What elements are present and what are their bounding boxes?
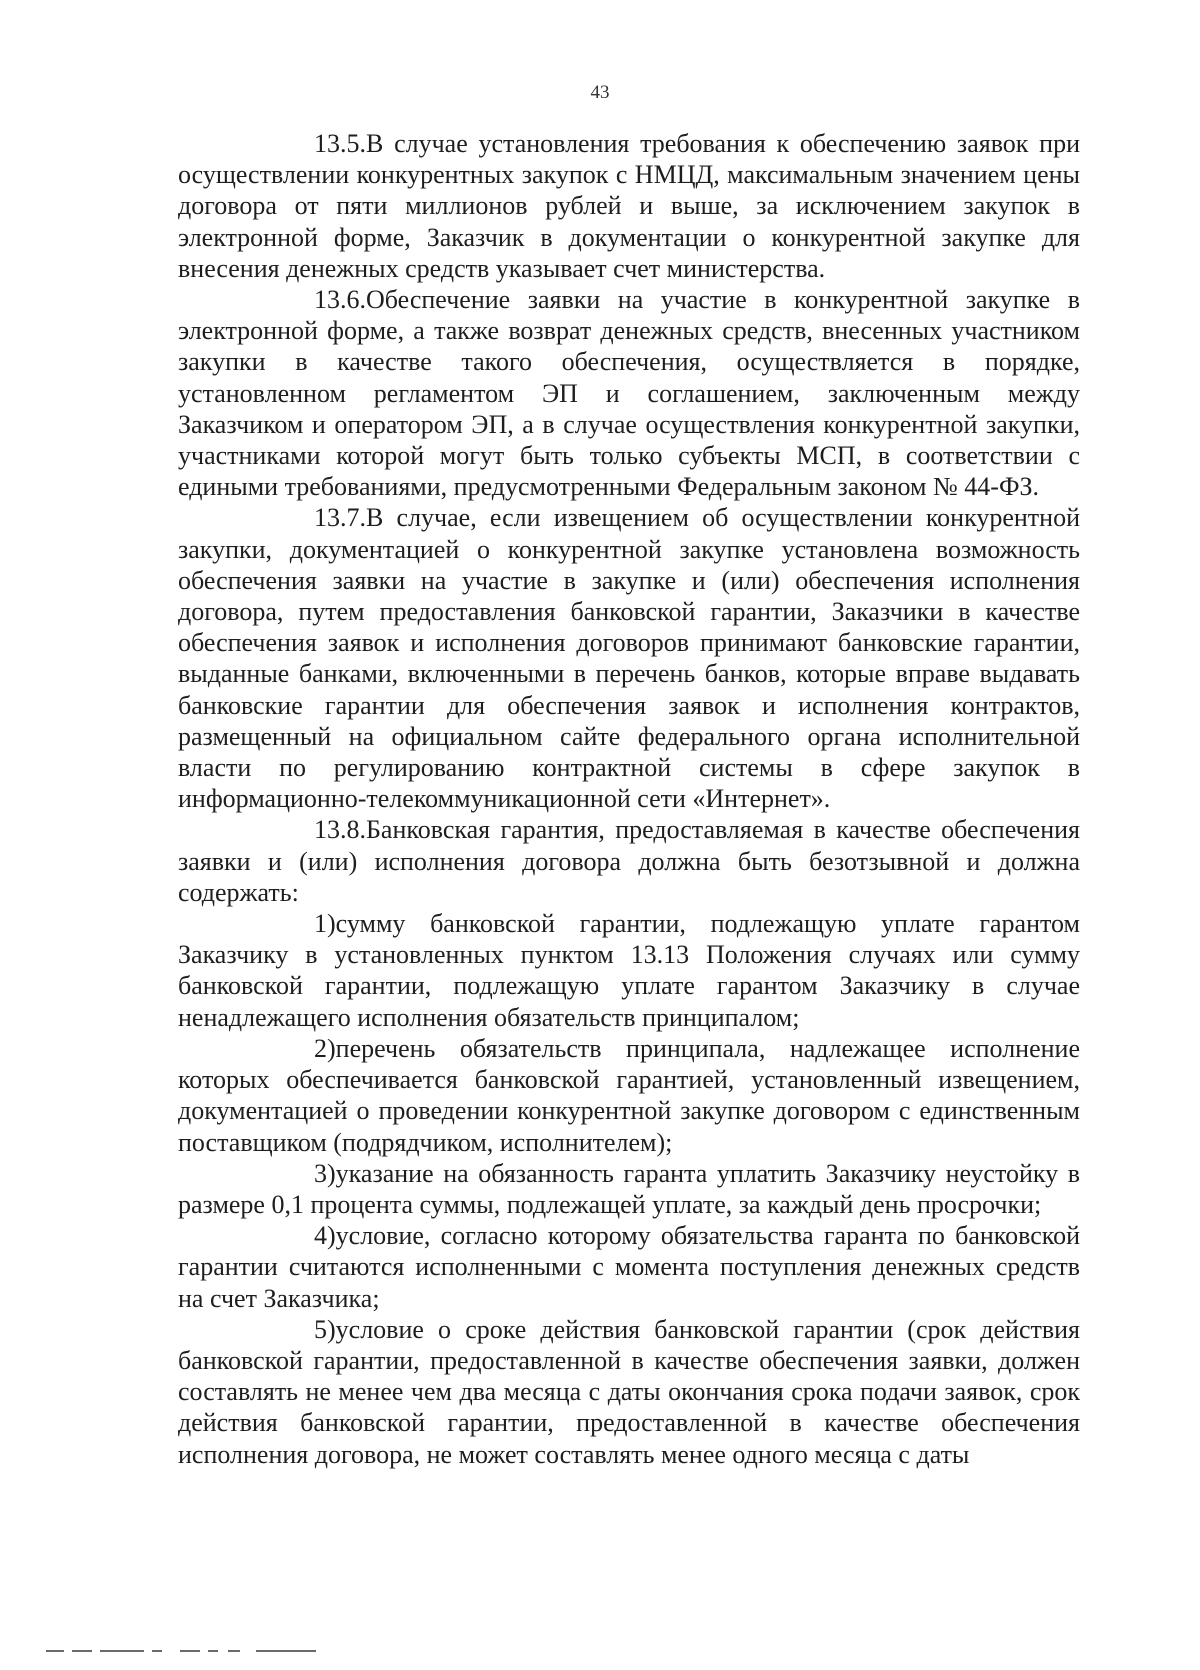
document-body xyxy=(178,128,1080,1470)
paragraph-number: 13.5. xyxy=(314,129,366,158)
list-item-1 xyxy=(178,908,1080,1033)
page-number: 43 xyxy=(590,82,610,103)
list-item-number: 2) xyxy=(314,1033,336,1063)
list-item-2 xyxy=(178,1033,1080,1158)
list-item-4 xyxy=(178,1220,1080,1314)
list-item-number: 4) xyxy=(314,1221,336,1251)
paragraph-number: 13.8. xyxy=(314,815,366,845)
list-item-text: перечень обязательств принципала, надлежащее исполнение которых обеспечивается банковской гарантией, установленный извещением, документацией о проведении конкурентной закупке договором с единственным поставщиком (подрядчиком, исполнителем); xyxy=(178,1033,1080,1157)
paragraph-13-5 xyxy=(178,128,1080,284)
paragraph-text: В случае установления требования к обеспечению заявок при осуществлении конкурентных закупок с НМЦД, максимальным значением цены договора от пяти миллионов рублей и выше, за исключением закупок в электронной форме, Заказчик в документации о конкурентной закупке для внесения денежных средств указывает счет министерства. xyxy=(178,129,1080,283)
paragraph-number: 13.7. xyxy=(314,503,366,533)
list-item-text: указание на обязанность гаранта уплатить Заказчику неустойку в размере 0,1 процента суммы, подлежащей уплате, за каждый день просрочки; xyxy=(178,1158,1080,1219)
paragraph-number: 13.6. xyxy=(314,285,366,315)
paragraph-text: В случае, если извещением об осуществлении конкурентной закупки, документацией о конкурентной закупке установлена возможность обеспечения заявки на участие в закупке и (или) обеспечения исполнения договора, путем предоставления банковской гарантии, Заказчики в качестве обеспечения заявок и исполнения договоров принимают банковские гарантии, выданные банками, включенными в перечень банков, которые вправе выдавать банковские гарантии для обеспечения заявок и исполнения контрактов, размещенный на официальном сайте федерального органа исполнительной власти по регулированию контрактной системы в сфере закупок в информационно-телекоммуникационной сети «Интернет». xyxy=(178,503,1080,814)
list-item-3 xyxy=(178,1158,1080,1220)
scan-artifact-marks xyxy=(46,1650,326,1652)
paragraph-text: Банковская гарантия, предоставляемая в качестве обеспечения заявки и (или) исполнения договора должна быть безотзывной и должна содержать: xyxy=(178,815,1080,907)
list-item-number: 1) xyxy=(314,909,336,939)
paragraph-13-8 xyxy=(178,814,1080,908)
paragraph-text: Обеспечение заявки на участие в конкурентной закупке в электронной форме, а также возврат денежных средств, внесенных участником закупки в качестве такого обеспечения, осуществляется в порядке, установленном регламентом ЭП и соглашением, заключенным между Заказчиком и оператором ЭП, а в случае осуществления конкурентной закупки, участниками которой могут быть только субъекты МСП, в соответствии с едиными требованиями, предусмотренными Федеральным законом № 44-ФЗ. xyxy=(178,285,1080,502)
list-item-number: 3) xyxy=(314,1158,336,1188)
list-item-text: условие о сроке действия банковской гарантии (срок действия банковской гарантии, предоставленной в качестве обеспечения заявки, должен составлять не менее чем два месяца с даты окончания срока подачи заявок, срок действия банковской гарантии, предоставленной в качестве обеспечения исполнения договора, не может составлять менее одного месяца с даты xyxy=(178,1314,1080,1469)
list-item-number: 5) xyxy=(314,1314,336,1344)
list-item-text: условие, согласно которому обязательства гаранта по банковской гарантии считаются исполненными с момента поступления денежных средств на счет Заказчика; xyxy=(178,1221,1080,1313)
paragraph-13-6 xyxy=(178,284,1080,502)
list-item-text: сумму банковской гарантии, подлежащую уплате гарантом Заказчику в установленных пунктом 13.13 Положения случаях или сумму банковской гарантии, подлежащую уплате гарантом Заказчику в случае ненадлежащего исполнения обязательств принципалом; xyxy=(178,909,1080,1032)
list-item-5 xyxy=(178,1314,1080,1470)
paragraph-13-7 xyxy=(178,502,1080,814)
